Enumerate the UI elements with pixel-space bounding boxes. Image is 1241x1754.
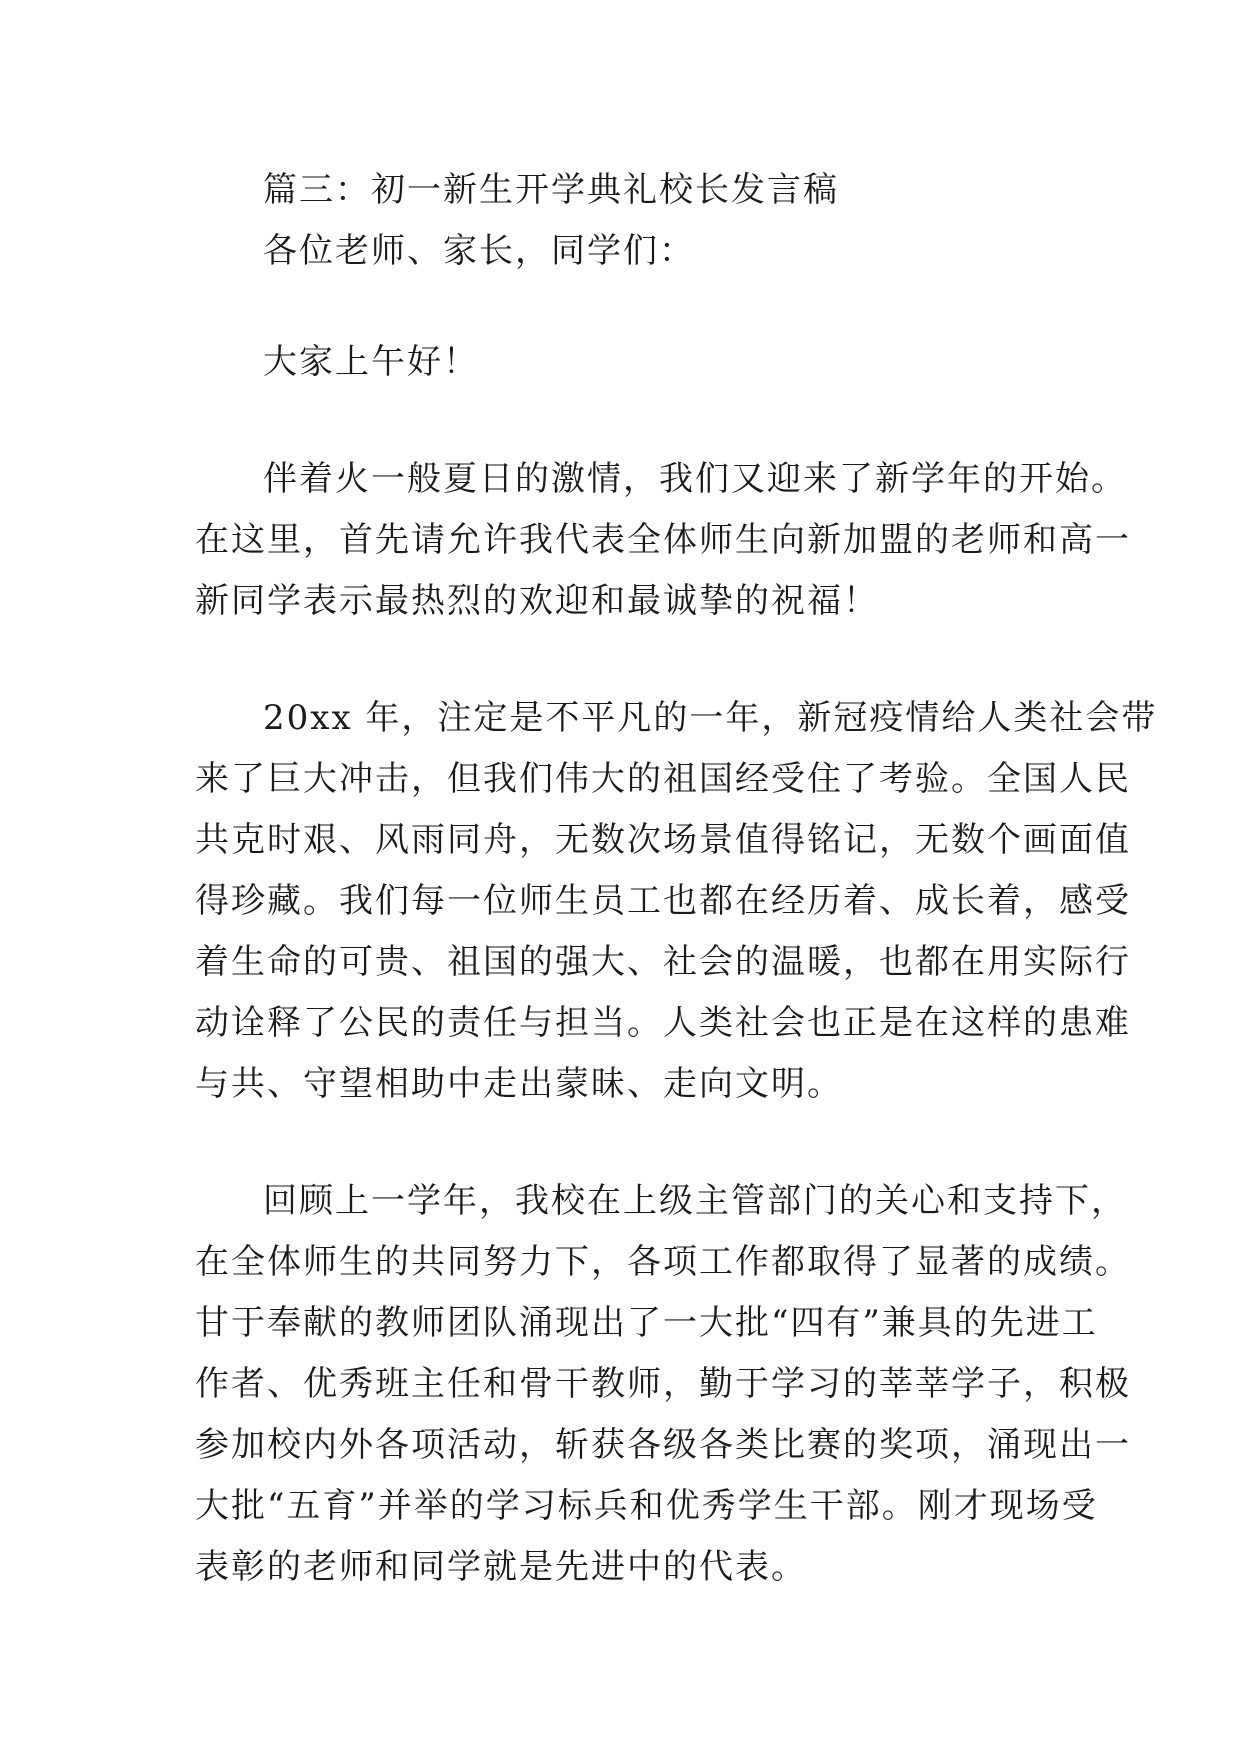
paragraph-line: 得珍藏。我们每一位师生员工也都在经历着、成长着，感受 — [195, 881, 1131, 921]
paragraph-3 — [195, 1171, 1131, 1598]
paragraph-line: 20xx 年，注定是不平凡的一年，新冠疫情给人类社会带 — [263, 698, 1158, 738]
paragraph-line: 在这里，首先请允许我代表全体师生向新加盟的老师和高一 — [195, 520, 1131, 560]
paragraph-1 — [195, 449, 1131, 632]
paragraph-line: 在全体师生的共同努力下，各项工作都取得了显著的成绩。 — [195, 1242, 1131, 1282]
paragraph-line: 共克时艰、风雨同舟，无数次场景值得铭记，无数个画面值 — [195, 820, 1131, 860]
greeting: 大家上午好！ — [263, 342, 479, 382]
salutation: 各位老师、家长，同学们： — [263, 231, 695, 271]
document-title: 篇三：初一新生开学典礼校长发言稿 — [263, 170, 839, 210]
paragraph-line: 新同学表示最热烈的欢迎和最诚挚的祝福！ — [195, 581, 879, 621]
paragraph-line: 伴着火一般夏日的激情，我们又迎来了新学年的开始。 — [263, 459, 1127, 499]
paragraph-line: 回顾上一学年，我校在上级主管部门的关心和支持下， — [263, 1181, 1127, 1221]
paragraph-line: 与共、守望相助中走出蒙昧、走向文明。 — [195, 1064, 843, 1104]
paragraph-line: 作者、优秀班主任和骨干教师，勤于学习的莘莘学子，积极 — [195, 1364, 1131, 1404]
paragraph-line: 来了巨大冲击，但我们伟大的祖国经受住了考验。全国人民 — [195, 759, 1131, 799]
paragraph-line: 参加校内外各项活动，斩获各级各类比赛的奖项，涌现出一 — [195, 1425, 1131, 1465]
paragraph-2 — [195, 688, 1158, 1115]
paragraph-line: 表彰的老师和同学就是先进中的代表。 — [195, 1547, 807, 1587]
paragraph-line: 大批“五育”并举的学习标兵和优秀学生干部。刚才现场受 — [195, 1486, 1098, 1526]
document-body — [195, 160, 1158, 1598]
paragraph-line: 着生命的可贵、祖国的强大、社会的温暖，也都在用实际行 — [195, 942, 1131, 982]
paragraph-line: 动诠释了公民的责任与担当。人类社会也正是在这样的患难 — [195, 1003, 1131, 1043]
paragraph-line: 甘于奉献的教师团队涌现出了一大批“四有”兼具的先进工 — [195, 1303, 1098, 1343]
